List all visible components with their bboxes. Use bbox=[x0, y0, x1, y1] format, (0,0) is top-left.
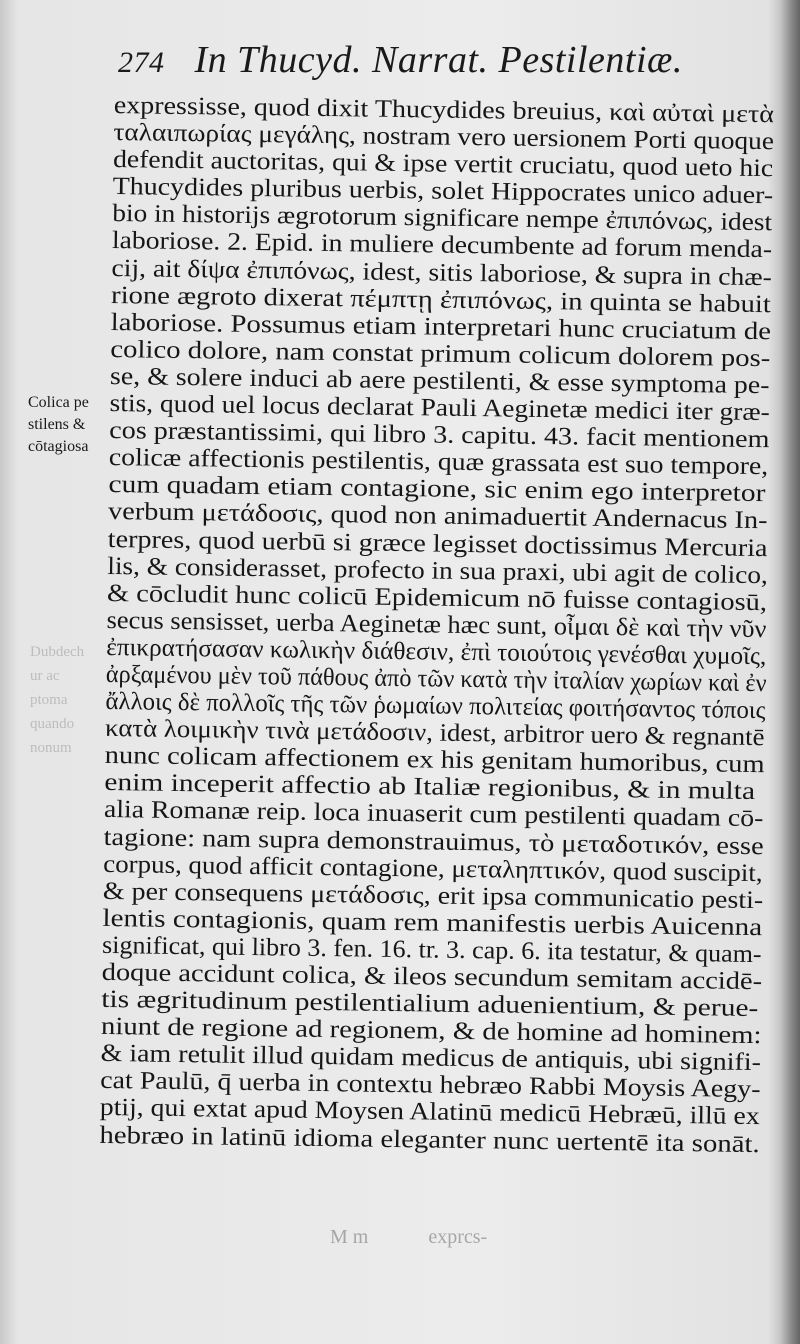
text-line: ἀρξαμένου μὲν τοῦ πάθους ἀπὸ τῶν κατὰ τὴν ἰταλίαν χωρίων καὶ ἐν bbox=[105, 660, 767, 698]
text-line: enim inceperit affectio ab Italiæ regionibus, & in multa bbox=[104, 769, 756, 806]
body-text bbox=[99, 92, 774, 1158]
text-line: laboriose. Possumus etiam interpretari hunc cruciatum de bbox=[110, 308, 772, 345]
text-line: terpres, quod uerbū si græce legisset doctissimus Mercuria bbox=[107, 525, 768, 562]
text-line: stis, quod uel locus declarat Pauli Aeginetæ medici iter græ- bbox=[109, 390, 770, 427]
text-line: tis ægritudinum pestilentialium aduenientium, & perue- bbox=[101, 986, 759, 1023]
bleed-through-line: ptoma bbox=[30, 692, 68, 708]
text-line: se, & solere induci ab aere pestilenti, & esse symptoma pe- bbox=[109, 362, 770, 400]
bleed-through-line: quando bbox=[30, 716, 75, 732]
text-line: verbum μετάδοσις, quod non animaduertit Andernacus In- bbox=[107, 498, 768, 535]
bleed-through-line: Dubdech bbox=[30, 644, 85, 660]
marginal-note-line: cōtagiosa bbox=[28, 438, 89, 455]
text-line: κατὰ λοιμικὴν τινὰ μετάδοσιν, idest, arbitror uero & regnantē bbox=[104, 715, 765, 752]
bleed-through-text bbox=[30, 640, 110, 760]
text-line: tagione: nam supra demonstrauimus, τὸ μεταδοτικόν, esse bbox=[103, 823, 764, 860]
marginal-note bbox=[28, 392, 118, 458]
text-line: cat Paulū, q̄ uerba in contextu hebræo Rabbi Moysis Aegy- bbox=[100, 1067, 761, 1104]
text-line: expressisse, quod dixit Thucydides breuius, καὶ αὐταὶ μετὰ bbox=[113, 92, 775, 129]
running-head bbox=[118, 38, 718, 88]
text-line: secus sensisset, uerba Aeginetæ hæc sunt, οἶμαι δὲ καὶ τὴν νῦν bbox=[106, 606, 767, 643]
text-line: cij, ait δίψα ἐπιπόνως, idest, sitis laboriose, & supra in chæ- bbox=[111, 254, 773, 291]
bleed-through-line: ur ac bbox=[30, 668, 60, 684]
text-line: laboriose. 2. Epid. in muliere decumbente ad forum menda- bbox=[111, 227, 773, 264]
text-line: Thucydides pluribus uerbis, solet Hippocrates unico aduer- bbox=[112, 173, 774, 210]
text-line: defendit auctoritas, qui & ipse vertit cruciatu, quod ueto hic bbox=[112, 146, 774, 183]
page-footer bbox=[330, 1226, 530, 1249]
text-line: lis, & considerasset, profecto in sua praxi, ubi agit de colico, bbox=[107, 552, 769, 589]
text-line: ptij, qui extat apud Moysen Alatinū medicū Hebræū, illū ex bbox=[99, 1094, 760, 1131]
text-line: colicæ affectionis pestilentis, quæ grassata est suo tempore, bbox=[108, 444, 769, 481]
text-line: colico dolore, nam constat primum colicum dolorem pos- bbox=[110, 335, 771, 373]
marginal-note-line: Colica pe bbox=[28, 394, 89, 411]
text-line: & per consequens μετάδοσις, erit ipsa communicatio pesti- bbox=[102, 877, 764, 914]
signature-mark: M m bbox=[330, 1226, 369, 1248]
text-line: rione ægroto dixerat πέμπτῃ ἐπιπόνως, in quinta se habuit bbox=[110, 281, 771, 318]
text-line: doque accidunt colica, & ileos secundum semitam accidē- bbox=[101, 958, 763, 996]
marginal-note-line: stilens & bbox=[28, 416, 86, 433]
running-title: In Thucyd. Narrat. Pestilentiæ. bbox=[194, 39, 683, 81]
text-line: cum quadam etiam contagione, sic enim ego interpretor bbox=[108, 471, 766, 508]
text-line: & cōcludit hunc colicū Epidemicum nō fuisse contagiosū, bbox=[106, 579, 768, 616]
text-line: nunc colicam affectionem ex his genitam humoribus, cum bbox=[104, 742, 765, 779]
text-line: corpus, quod afficit contagione, μεταληπτικόν, quod suscipit, bbox=[103, 850, 763, 887]
bleed-through-line: nonum bbox=[30, 740, 72, 756]
text-line: ταλαιπωρίας μεγάλης, nostram vero uersionem Porti quoque bbox=[113, 119, 775, 156]
text-line: significat, qui libro 3. fen. 16. tr. 3. cap. 6. ita testatur, & quam- bbox=[101, 931, 762, 969]
catchword: exprcs- bbox=[428, 1226, 488, 1248]
text-line: ἐπικρατήσασαν κωλικὴν διάθεσιν, ἐπὶ τοιούτοις γενέσθαι χυμοῖς, bbox=[106, 633, 767, 671]
text-line: ἄλλοις δὲ πολλοῖς τῆς τῶν ῥωμαίων πολιτείας φοιτήσαντος τόποις bbox=[105, 688, 766, 725]
text-line: niunt de regione ad regionem, & de homine ad hominem: bbox=[100, 1013, 762, 1050]
text-line: & iam retulit illud quidam medicus de antiquis, ubi signifi- bbox=[100, 1040, 762, 1077]
text-line: bio in historijs ægrotorum significare nempe ἐπιπόνως, idest bbox=[112, 200, 773, 237]
text-line: alia Romanæ reip. loca inuaserit cum pestilenti quadam cō- bbox=[103, 796, 764, 833]
page-number: 274 bbox=[118, 46, 165, 79]
text-line: lentis contagionis, quam rem manifestis uerbis Auicenna bbox=[102, 904, 763, 941]
text-line: cos præstantissimi, qui libro 3. capitu. 43. facit mentionem bbox=[109, 417, 770, 454]
text-line: hebræo in latinū idioma eleganter nunc uertentē ita sonāt. bbox=[99, 1121, 760, 1158]
